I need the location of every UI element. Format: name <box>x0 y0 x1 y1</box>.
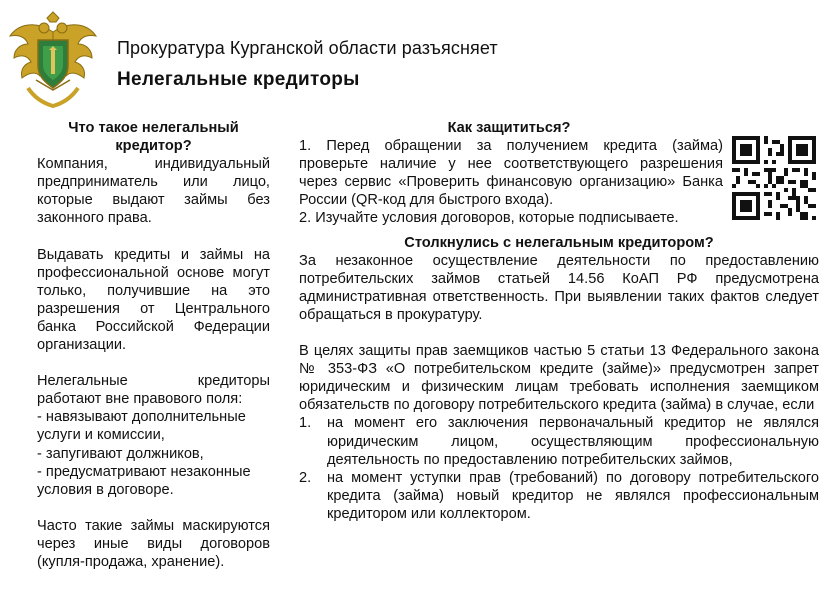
list-item <box>299 469 819 523</box>
section-heading-what-is: Что такое нелегальный кредитор? <box>68 120 239 155</box>
organization-name: Прокуратура Курганской области разъясняет <box>117 38 498 58</box>
list-item: - навязывают дополнительные услуги и комиссии, <box>37 409 246 444</box>
list-item <box>299 414 819 468</box>
list-item-number: 2. <box>299 469 312 486</box>
licensing-paragraph: Выдавать кредиты и займы на профессиональной основе могут только, получившие на это разрешения от Центрального банка Российской Федерации организации. <box>37 246 270 354</box>
qr-code-icon[interactable] <box>732 136 816 220</box>
section-heading-encountered: Столкнулись с нелегальным кредитором? <box>404 234 714 251</box>
page-title: Нелегальные кредиторы <box>117 69 360 90</box>
list-item-text: на момент уступки прав (требований) по договору потребительского кредита (займа) новый кредитор не являлся профессиональным кредитором или коллектором. <box>327 469 819 522</box>
list-item: - предусматривают незаконные условия в договоре. <box>37 463 251 498</box>
prosecutor-emblem-icon <box>6 10 100 110</box>
list-item-text: на момент его заключения первоначальный кредитор не являлся юридическим лицом, осуществляющим профессиональную деятельность по предоставлению потребительских займов, <box>327 415 819 468</box>
list-item-number: 1. <box>299 415 312 432</box>
section-heading-how-to-protect: Как защититься? <box>447 120 571 136</box>
definition-paragraph: Компания, индивидуальный предприниматель или лицо, которые выдают займы без законного права. <box>37 156 270 227</box>
liability-paragraph: За незаконное осуществление деятельности по предоставлению потребительских займов статьей 14.56 КоАП РФ предусмотрена административная ответственность. При выявлении таких фактов следует обращаться в прокуратуру. <box>299 252 819 323</box>
law-paragraph: В целях защиты прав заемщиков частью 5 статьи 13 Федерального закона № 353-ФЗ «О потребительском кредите (займе)» предусмотрен запрет юридическим и физическим лицам требовать исполнения заемщиком обязательств по договору потребительского кредита (займа) в случае, если <box>299 343 819 414</box>
disguised-loans-paragraph: Часто такие займы маскируются через иные виды договоров (купля-продажа, хранение). <box>37 517 270 570</box>
protect-step-1: 1. Перед обращении за получением кредита (займа) проверьте наличие у нее соответствующего разрешения через сервис «Проверить финансовую организацию» Банка России (QR-код для быстрого входа). <box>299 138 723 209</box>
list-item: - запугивают должников, <box>37 445 204 462</box>
protect-step-2: 2. Изучайте условия договоров, которые подписываете. <box>299 210 679 227</box>
left-column <box>37 119 270 571</box>
illegal-practices-intro: Нелегальные кредиторы работают вне правового поля: <box>37 373 270 408</box>
